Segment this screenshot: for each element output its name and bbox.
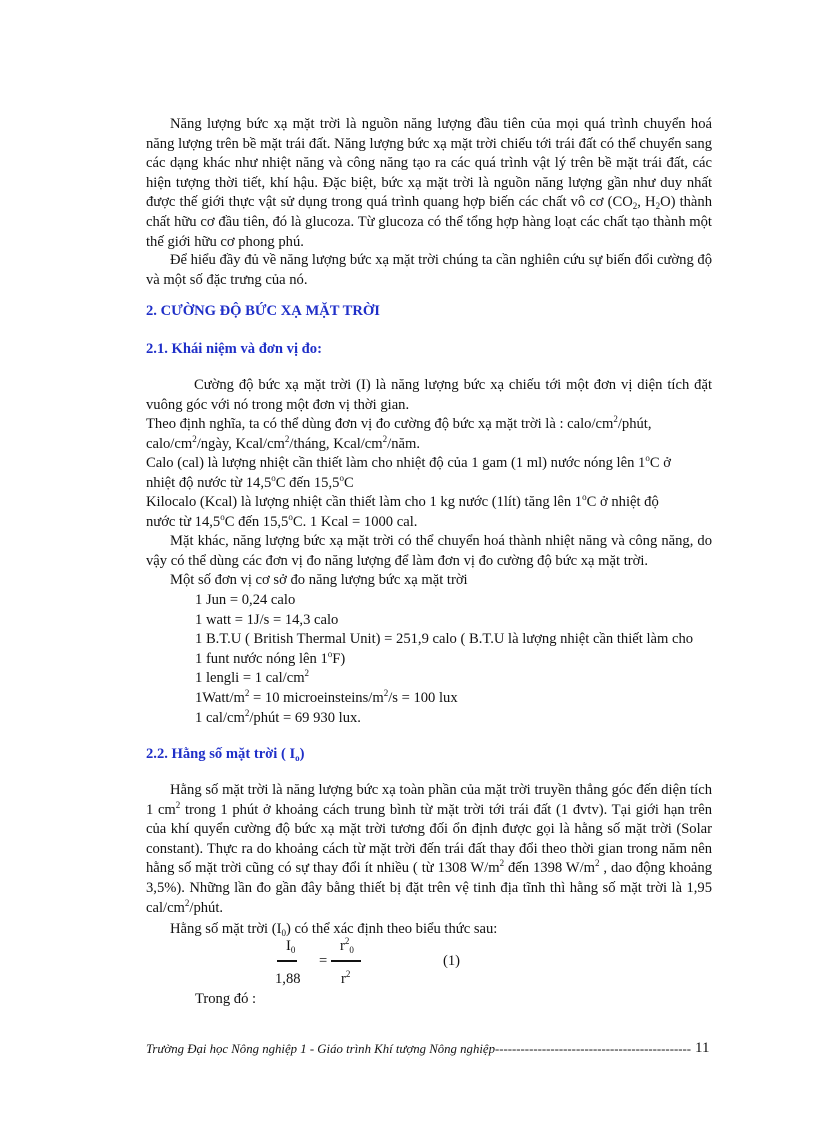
conversion-paragraph: Mặt khác, năng lượng bức xạ mặt trời có thể chuyển hoá thành nhiệt năng và công năng, do vậy có thể dùng các đơn vị đo năng lượng để làm đơn vị đo cường độ bức xạ mặt trời. bbox=[146, 533, 712, 569]
intro-paragraph-2: Để hiểu đầy đủ về năng lượng bức xạ mặt trời chúng ta cần nghiên cứu sự biến đổi cường độ và một số đặc trưng của nó. bbox=[146, 252, 712, 288]
formula-denominator-left: 1,88 bbox=[275, 971, 301, 987]
section-heading-2: 2. CƯỜNG ĐỘ BỨC XẠ MẶT TRỜI bbox=[146, 303, 380, 319]
calo-definition: Calo (cal) là lượng nhiệt cần thiết làm cho nhiệt độ của 1 gam (1 ml) nước nóng lên 1$^o$C ở nhiệt độ nước từ 14,5$^o$C đến 15,5$^o$C bbox=[146, 453, 671, 491]
formula-equals: = bbox=[319, 953, 328, 969]
section-heading-2-1: 2.1. Khái niệm và đơn vị đo: bbox=[146, 341, 322, 357]
page-number: 11 bbox=[695, 1040, 710, 1056]
unit-item: 1 B.T.U ( British Thermal Unit) = 251,9 calo ( B.T.U là lượng nhiệt cần thiết làm cho bbox=[195, 631, 694, 647]
unit-item: 1 cal/$cm^2$/phút = 69 930 lux. bbox=[195, 708, 361, 726]
units-paragraph: Theo định nghĩa, ta có thể dùng đơn vị đo cường độ bức xạ mặt trời là : calo/$cm^2$/phút, calo/$cm^2$/ngày, Kcal/$cm^2$/tháng, Kcal/$cm^2$/năm. bbox=[146, 414, 652, 452]
formula-numerator-left: $I_0$ bbox=[286, 938, 296, 955]
formula-number: (1) bbox=[443, 953, 461, 969]
intro-paragraph-1: Năng lượng bức xạ mặt trời là nguồn năng lượng đầu tiên của mọi quá trình chuyển hoá năng lượng trên bề mặt trái đất. Năng lượng bức xạ mặt trời chiếu tới trái đất có thể chuyển sang các dạng khác như nhiệt năng và công năng tạo ra các quá trình vật lý trên bề mặt trái đất, các hiện tượng thời tiết, khí hậu. Đặc biệt, bức xạ mặt trời là nguồn năng lượng gần như duy nhất được thế giới thực vật sử dụng trong quá trình quang hợp biến các chất vô cơ ($CO_2$, $H_2O$) thành chất hữu cơ đầu tiên, đó là glucoza. Từ glucoza có thể tổng hợp hàng loạt các chất tạo thành một thế giới hữu cơ phong phú. bbox=[146, 116, 712, 250]
unit-item: 1 funt nước nóng lên 1$^o$F) bbox=[195, 649, 346, 667]
fraction-bar bbox=[277, 960, 297, 962]
unit-item: 1 Jun = 0,24 calo bbox=[195, 592, 296, 608]
units-list-intro: Một số đơn vị cơ sở đo năng lượng bức xạ mặt trời bbox=[170, 572, 468, 588]
formula-denominator-right: $r^2$ bbox=[341, 969, 351, 987]
formula-numerator-right: $r^2_0$ bbox=[340, 936, 354, 955]
footer-text: Trường Đại học Nông nghiệp 1 - Giáo trình Khí tượng Nông nghiệp---------------------------------------------- bbox=[146, 1042, 691, 1056]
kcal-definition: Kilocalo (Kcal) là lượng nhiệt cần thiết làm cho 1 kg nước (1lít) tăng lên 1$^o$C ở nhiệt độ nước từ 14,5$^o$C đến 15,5$^o$C. 1 Kcal = 1000 cal. bbox=[146, 492, 659, 530]
unit-item: 1 watt = 1J/s = 14,3 calo bbox=[195, 612, 339, 628]
section-heading-2-2: 2.2. Hằng số mặt trời ( $I_o$) bbox=[146, 746, 305, 763]
solar-constant-paragraph: Hằng số mặt trời là năng lượng bức xạ toàn phần của mặt trời truyền thẳng góc đến diện tích 1 $cm^2$ trong 1 phút ở khoảng cách trung bình từ mặt trời tới trái đất (1 đvtv). Tại giới hạn trên của khí quyển cường độ bức xạ mặt trời tương đối ổn định được gọi là hằng số mặt trời (Solar constant). Thực ra do khoảng cách từ mặt trời đến trái đất thay đổi theo thời gian trong năm nên hằng số mặt trời cũng có sự thay đổi ít nhiều ( từ 1308 $W/m^2$ đến 1398 $W/m^2$ , dao động khoảng 3,5%). Những lần đo gần đây bằng thiết bị đặt trên vệ tinh địa tĩnh thì hằng số mặt trời là 1,95 cal/$cm^2$/phút. bbox=[146, 782, 712, 916]
fraction-bar bbox=[331, 960, 361, 962]
page-footer bbox=[146, 1042, 712, 1057]
expression-intro: Hằng số mặt trời $(I_0)$ có thể xác định theo biểu thức sau: bbox=[170, 921, 498, 938]
where-label: Trong đó : bbox=[195, 991, 257, 1007]
unit-item: $1Watt/m^2 = 10$ microeinsteins/$m^2/s = 100$ lux bbox=[195, 688, 458, 706]
unit-item: 1 lengli = 1 cal/$cm^2$ bbox=[195, 668, 310, 686]
definition-paragraph: Cường độ bức xạ mặt trời (I) là năng lượng bức xạ chiếu tới một đơn vị diện tích đặt vuông góc với nó trong một đơn vị thời gian. bbox=[146, 377, 712, 413]
